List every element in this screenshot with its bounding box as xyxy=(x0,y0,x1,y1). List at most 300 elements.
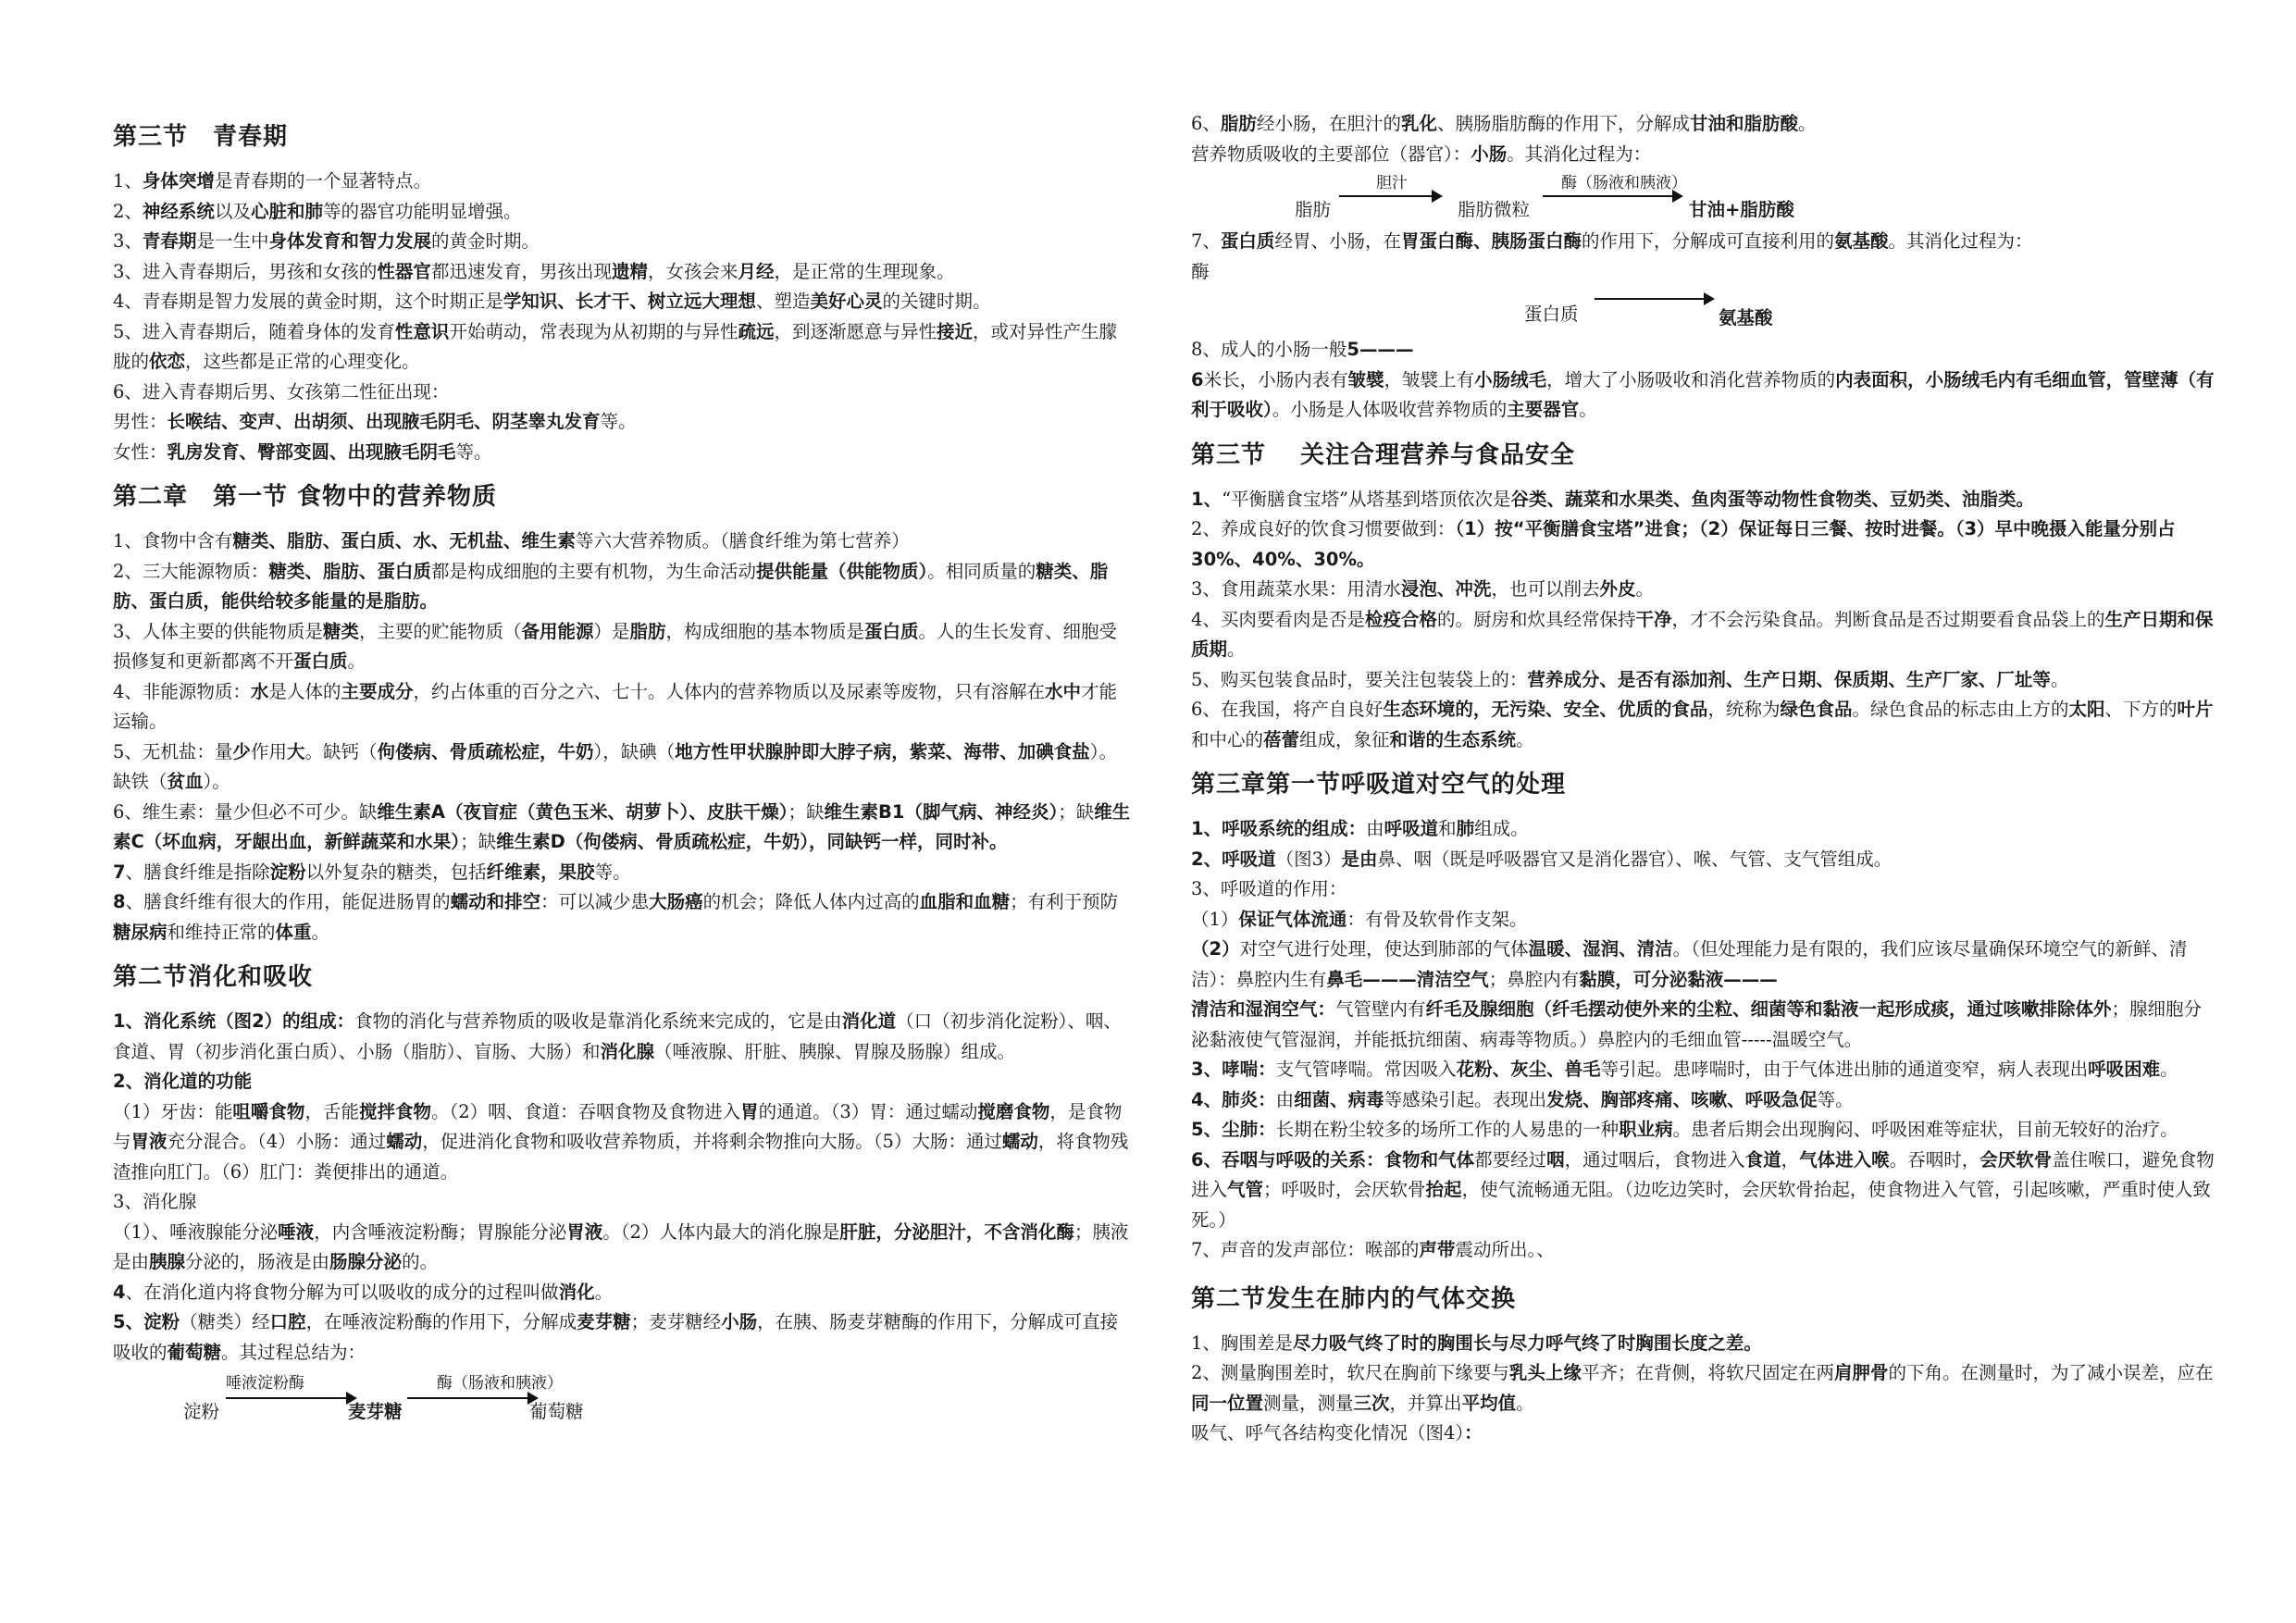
bold-text: 鼻毛———清洁空气 xyxy=(1326,968,1489,990)
text: 4、买肉要看肉是否是 xyxy=(1191,608,1365,630)
paragraph-line xyxy=(1191,845,2218,875)
text: 是人体的 xyxy=(268,680,341,702)
bold-text: 发烧、胸部疼痛、咳嗽、呼吸急促 xyxy=(1546,1088,1818,1110)
flow-node-starch: 淀粉 xyxy=(183,1401,220,1422)
bold-text: 小肠 xyxy=(1471,142,1508,165)
bold-text: 会厌软骨 xyxy=(1980,1148,2053,1171)
small-intestine-text xyxy=(1191,335,2218,426)
text: 6、维生素：量少但必不可少。缺 xyxy=(113,800,378,823)
text: ， xyxy=(1781,1148,1800,1171)
text: （1） xyxy=(1191,908,1239,930)
text: 。患者后期会出现胸闷、呼吸困难等症状，目前无较好的治疗。 xyxy=(1672,1119,2178,1140)
protein-digestion-text xyxy=(1191,227,2218,287)
paragraph-line xyxy=(1191,935,2218,995)
paragraph-line xyxy=(113,858,1131,888)
bold-text: 2、呼吸道 xyxy=(1191,848,1276,870)
bold-text: 糖尿病 xyxy=(113,921,168,943)
text: ，这些都是正常的心理变化。 xyxy=(185,351,420,372)
bold-text: 肺 xyxy=(1456,818,1475,839)
text: ，是正常的生理现象。 xyxy=(774,260,955,282)
text: 。（2）咽、食道：吞咽食物及食物进入 xyxy=(430,1100,741,1122)
paragraph-line xyxy=(113,1097,1131,1188)
text: ，到逐渐愿意与异性 xyxy=(774,320,937,342)
text: 3、人体主要的供能物质是 xyxy=(113,620,323,642)
bold-text: 和谐的生态系统 xyxy=(1389,728,1517,750)
section-body-digestion xyxy=(113,1007,1131,1368)
paragraph-line xyxy=(1191,905,2218,935)
flow-label-enzyme: 酶（肠液和胰液） xyxy=(437,1374,563,1393)
text: 7、声音的发声部位：喉部的 xyxy=(1191,1239,1420,1260)
text: 1、胸围差是 xyxy=(1191,1332,1293,1354)
text: ，在唾液淀粉酶的作用下，分解成 xyxy=(305,1311,577,1332)
text: ，约占体重的百分之六、七十。人体内的营养物质以及尿素等废物，只有溶解在 xyxy=(413,680,1045,702)
bold-text: 维生素C（坏血病，牙龈出血，新鲜蔬菜和水果） xyxy=(113,800,1131,852)
paragraph-line xyxy=(1191,1085,2218,1116)
paragraph-line xyxy=(113,438,1131,468)
paragraph-line xyxy=(113,1007,1131,1067)
paragraph-line xyxy=(113,1187,1131,1218)
text: ，统称为 xyxy=(1707,699,1781,720)
text: 2、三大能源物质： xyxy=(113,560,269,582)
paragraph-line xyxy=(1191,695,2218,755)
paragraph-line xyxy=(1191,665,2218,696)
bold-text: 提供能量（供能物质） xyxy=(755,560,928,582)
bold-text: 1、消化系统（图2）的组成： xyxy=(113,1010,355,1032)
bold-text: 主要成分 xyxy=(341,680,414,702)
bold-text: 甘油和脂肪酸 xyxy=(1689,113,1798,134)
bold-text: 胃 xyxy=(740,1100,759,1122)
bold-text: 搅磨食物 xyxy=(977,1100,1050,1122)
bold-text: 3、哮喘： xyxy=(1191,1059,1276,1080)
bold-text: 保证气体流通 xyxy=(1238,908,1347,930)
text: 的黄金时期。 xyxy=(430,230,540,252)
bold-text: 生态环境的，无污染、安全、优质的食品 xyxy=(1383,699,1708,720)
bold-text: 胃蛋白酶、胰肠蛋白酶 xyxy=(1400,230,1582,252)
bold-text: 6、吞咽与呼吸的关系： xyxy=(1191,1148,1384,1171)
text: 4、青春期是智力发展的黄金时期，这个时期正是 xyxy=(113,291,503,312)
flow-arrow-3 xyxy=(1339,195,1441,197)
paragraph-line xyxy=(113,378,1131,408)
paragraph-line xyxy=(1191,995,2218,1055)
protein-digestion-flow xyxy=(1191,287,2218,335)
bold-text: 呼吸困难 xyxy=(2088,1059,2161,1080)
text: ）是 xyxy=(593,620,630,642)
bold-text: 身体发育和智力发展 xyxy=(268,230,431,252)
bold-text: 小肠绒毛 xyxy=(1474,368,1547,390)
text: 、在消化道内将食物分解为可以吸收的成分的过程叫做 xyxy=(125,1281,559,1303)
bold-text: 蓓蕾 xyxy=(1263,728,1300,750)
paragraph-line xyxy=(113,197,1131,228)
bold-text: 声带 xyxy=(1419,1239,1456,1260)
text: ；缺 xyxy=(788,800,825,823)
text: 气管壁内有 xyxy=(1335,998,1426,1020)
text: 组成。 xyxy=(1474,818,1529,839)
text: 以外复杂的糖类，包括 xyxy=(305,861,487,883)
text: 测量，测量 xyxy=(1263,1392,1354,1414)
bold-text: 4 xyxy=(113,1281,126,1303)
flow-node-glucose: 葡萄糖 xyxy=(529,1401,584,1422)
text: ，舌能 xyxy=(304,1100,359,1122)
bold-text: 大肠癌 xyxy=(649,891,703,912)
text: （1）牙齿：能 xyxy=(113,1100,233,1122)
bold-text: 生产日期和保质期 xyxy=(1191,608,2214,660)
flow-arrow-4 xyxy=(1543,195,1682,197)
bold-text: （2） xyxy=(1191,938,1240,960)
text: ；缺 xyxy=(460,831,497,852)
text: ）。 xyxy=(203,771,230,792)
bold-text: 三次 xyxy=(1353,1392,1390,1414)
paragraph-line xyxy=(1191,257,2218,288)
bold-text: 消化腺 xyxy=(600,1040,655,1062)
bold-text: 黏膜，可分泌黏液——— xyxy=(1579,968,1778,990)
text: ，使气流畅通无阻。（边吃边笑时，会厌软骨抬起，使食物进入气管，引起咳嗽，严重时使人致死。） xyxy=(1191,1179,2211,1231)
text: 都是构成细胞的主要有机物，为生命活动 xyxy=(430,560,756,582)
bold-text: 谷类、蔬菜和水果类、鱼肉蛋等动物性食物类、豆奶类、油脂类。 xyxy=(1510,488,2035,510)
bold-text: 1、呼吸系统的组成： xyxy=(1191,818,1367,839)
text: 米长，小肠内表有 xyxy=(1203,368,1348,390)
bold-text: 乳头上缘 xyxy=(1508,1362,1582,1383)
bold-text: 性意识 xyxy=(394,320,450,342)
bold-text: 5、淀粉 xyxy=(113,1311,180,1332)
text: 营养物质吸收的主要部位（器官）： xyxy=(1191,142,1471,165)
paragraph-line xyxy=(1191,814,2218,845)
section-title-puberty: 第三节 青春期 xyxy=(113,123,289,151)
bold-text: 食物和气体 xyxy=(1384,1148,1475,1171)
text: 3、消化腺 xyxy=(113,1191,197,1212)
text: 1、食物中含有 xyxy=(113,530,233,551)
text: 。 xyxy=(594,1281,614,1303)
bold-text: 糖类、脂肪、蛋白质 xyxy=(268,560,431,582)
bold-text: 脂肪 xyxy=(629,620,666,642)
bold-text: 花粉、灰尘、兽毛 xyxy=(1456,1059,1601,1080)
bold-text: 口腔 xyxy=(269,1311,306,1332)
bold-text: 气管 xyxy=(1227,1179,1264,1200)
bold-text: 2、消化道的功能 xyxy=(113,1071,253,1092)
text: （1）、唾液腺能分泌 xyxy=(113,1220,279,1243)
text: 。其消化过程为： xyxy=(1507,142,1652,165)
text: 1、 xyxy=(113,170,143,192)
text: 等。 xyxy=(600,411,637,432)
paragraph-line xyxy=(113,1307,1131,1368)
bold-text: 蛋白质 xyxy=(1220,230,1275,252)
text: 等。 xyxy=(455,440,492,463)
bold-text: 咀嚼食物 xyxy=(232,1100,305,1122)
paragraph-line xyxy=(1191,140,2218,170)
text: 、膳食纤维有很大的作用，能促进肠胃的 xyxy=(125,891,451,912)
text: 。 xyxy=(1516,728,1534,750)
paragraph-line xyxy=(1191,227,2218,257)
text: 5、进入青春期后，随着身体的发育 xyxy=(113,320,395,342)
section-body-respiratory-tract xyxy=(1191,814,2218,1266)
text: 7、 xyxy=(1191,230,1221,252)
bold-text: 心脏和肺 xyxy=(250,200,323,222)
flow-label-bile: 胆汁 xyxy=(1376,174,1408,192)
text: ；缺 xyxy=(1058,800,1095,823)
bold-text: 是由 xyxy=(1341,848,1378,870)
bold-text: 7 xyxy=(113,861,126,883)
text: 长期在粉尘较多的场所工作的人易患的一种 xyxy=(1275,1119,1620,1140)
bold-text: 搅拌食物 xyxy=(358,1100,431,1122)
text: 。人的生长发育、细胞受损修复和更新都离不开 xyxy=(113,620,1118,672)
text: 。 xyxy=(1227,638,1246,660)
text: 。 xyxy=(311,921,330,943)
bold-text: 乳房发育、臀部变圆、出现腋毛阴毛 xyxy=(167,440,456,463)
bold-text: 营养成分、是否有添加剂、生产日期、保质期、生产厂家、厂址等 xyxy=(1527,668,2051,690)
text: 。其过程总结为： xyxy=(221,1341,366,1363)
bold-text: 咽 xyxy=(1546,1148,1565,1171)
bold-text: 叶片 xyxy=(2177,699,2214,720)
bold-text: 皱襞 xyxy=(1347,368,1384,390)
bold-text: （1）按“平衡膳食宝塔”进食；（2）保证每日三餐、按时进餐。（3）早中晚摄入能量分别占30%、40%、30%。 xyxy=(1191,518,2176,570)
text: 等引起。患哮喘时，由于气体进出肺的通道变窄，病人表现出 xyxy=(1600,1059,2089,1080)
bold-text: 贫血 xyxy=(167,771,204,792)
bold-text: 遗精 xyxy=(611,260,648,282)
text: 2、养成良好的饮食习惯要做到： xyxy=(1191,518,1456,539)
text: 是一生中 xyxy=(196,230,269,252)
section-body-nutrients xyxy=(113,527,1131,948)
text: 的。 xyxy=(402,1251,439,1272)
paragraph-line xyxy=(113,317,1131,378)
bold-text: 学知识、长才干、树立远大理想 xyxy=(503,291,756,312)
flow-node-fat: 脂肪 xyxy=(1295,199,1332,220)
bold-text: 葡萄糖 xyxy=(167,1341,222,1363)
bold-text: ： xyxy=(1464,1422,1483,1443)
text: 6、进入青春期后男、女孩第二性征出现： xyxy=(113,380,450,403)
text: ；胰液是由 xyxy=(113,1220,1129,1272)
bold-text: 维生素B1（脚气病、神经炎） xyxy=(824,800,1059,823)
text: 。缺钙（ xyxy=(304,740,378,762)
bold-text: 糖类、脂肪、蛋白质，能供给较多能量的是脂肪。 xyxy=(113,560,1109,612)
text: 的。厨房和炊具经常保持 xyxy=(1436,608,1636,630)
bold-text: 浸泡、冲洗 xyxy=(1400,578,1492,600)
bold-text: 身体突增 xyxy=(142,170,215,192)
bold-text: 血脂和血糖 xyxy=(919,891,1011,912)
bold-text: 氨基酸 xyxy=(1833,230,1889,252)
text: 、膳食纤维是指除 xyxy=(125,861,270,883)
bold-text: 纤维素，果胶 xyxy=(486,861,595,883)
text: 作用 xyxy=(250,740,287,762)
bold-text: 接近 xyxy=(936,320,973,342)
paragraph-line xyxy=(113,798,1131,858)
bold-text: 内表面积，小肠绒毛内有毛细血管，管壁薄（有利于吸收） xyxy=(1191,368,2215,420)
text: 2、 xyxy=(113,200,143,222)
bold-text: 清洁和湿润空气： xyxy=(1191,998,1336,1020)
text: ，增大了小肠吸收和消化营养物质的 xyxy=(1546,368,1836,390)
left-column xyxy=(113,109,1131,1431)
text: 6、在我国，将产自良好 xyxy=(1191,699,1384,720)
flow-node-protein: 蛋白质 xyxy=(1524,304,1579,325)
paragraph-line xyxy=(113,407,1131,438)
section-body-gas-exchange xyxy=(1191,1329,2218,1449)
text: 。其消化过程为： xyxy=(1888,230,2033,252)
bold-text: 8 xyxy=(113,891,126,912)
text: 。 xyxy=(1516,1392,1534,1414)
text: 平齐；在背侧，将软尺固定在两 xyxy=(1581,1362,1834,1383)
text: 。 xyxy=(2160,1059,2178,1080)
text: （唾液腺、肝脏、胰腺、胃腺及肠腺）组成。 xyxy=(654,1040,1016,1062)
flow-arrow-5 xyxy=(1595,298,1713,300)
bold-text: 蠕动 xyxy=(386,1131,423,1152)
text: 都迅速发育，男孩出现 xyxy=(430,260,612,282)
text: 等的器官功能明显增强。 xyxy=(322,200,522,222)
section-title-gas-exchange: 第二节发生在肺内的气体交换 xyxy=(1191,1284,1517,1313)
bold-text: 长喉结、变声、出胡须、出现腋毛阴毛、阴茎睾丸发育 xyxy=(167,411,601,432)
text: 经小肠，在胆汁的 xyxy=(1256,113,1401,134)
paragraph-line xyxy=(113,257,1131,288)
text: ，皱襞上有 xyxy=(1384,368,1475,390)
text: 。吞咽时， xyxy=(1889,1148,1980,1171)
text: 和维持正常的 xyxy=(167,921,276,943)
text: ，并算出 xyxy=(1389,1392,1462,1414)
section-title-respiratory-tract: 第三章第一节呼吸道对空气的处理 xyxy=(1191,771,1567,799)
text: 和 xyxy=(1438,818,1457,839)
paragraph-line xyxy=(1191,514,2218,575)
bold-text: 尽力吸气终了时的胸围长与尽力呼气终了时胸围长度之差。 xyxy=(1292,1332,1762,1354)
bold-text: 维生素A（夜盲症（黄色玉米、胡萝卜）、皮肤干燥） xyxy=(377,800,788,823)
text: ，促进消化食物和吸收营养物质，并将剩余物推向大肠。（5）大肠：通过 xyxy=(422,1131,1002,1152)
paragraph-line xyxy=(113,737,1131,798)
bold-text: 少 xyxy=(232,740,251,762)
bold-text: 糖类、脂肪、蛋白质、水、无机盐、维生素 xyxy=(232,530,576,551)
paragraph-line xyxy=(1191,1419,2218,1449)
bold-text: 太阳 xyxy=(2068,699,2105,720)
text: 5、无机盐：量 xyxy=(113,740,233,762)
text: ，将食物残渣推向肛门。（6）肛门：粪便排出的通道。 xyxy=(113,1131,1129,1183)
text: ，是食物与 xyxy=(113,1100,1123,1152)
text: 女性： xyxy=(113,440,168,463)
fat-digestion-flow xyxy=(1191,169,2218,227)
text: 。 xyxy=(347,650,366,672)
text: 男性： xyxy=(113,411,168,432)
bold-text: 肠腺分泌 xyxy=(329,1251,403,1272)
text: 。 xyxy=(2050,668,2069,690)
bold-text: 气体进入喉 xyxy=(1799,1148,1890,1171)
bold-text: 肝脏，分泌胆汁，不含消化酶 xyxy=(839,1220,1074,1243)
bold-text: 大 xyxy=(286,740,305,762)
text: 和中心的 xyxy=(1191,728,1264,750)
bold-text: 胃液 xyxy=(566,1220,603,1243)
text: 震动所出。、 xyxy=(1455,1239,1555,1260)
text: ；呼吸时，会厌软骨 xyxy=(1263,1179,1426,1200)
bold-text: 体重 xyxy=(275,921,312,943)
bold-text: 温暖、湿润、清洁 xyxy=(1528,938,1673,960)
section-title-nutrients: 第二章 第一节 食物中的营养物质 xyxy=(113,483,498,511)
bold-text: 蠕动 xyxy=(1001,1131,1038,1152)
paragraph-line xyxy=(113,887,1131,948)
paragraph-line xyxy=(1191,109,2218,140)
text: 是青春期的一个显著特点。 xyxy=(214,170,431,192)
paragraph-line xyxy=(1191,1055,2218,1085)
bold-text: 美好心灵 xyxy=(810,291,883,312)
section-body-nutrition-safety xyxy=(1191,485,2218,756)
section-body-puberty xyxy=(113,167,1131,467)
text: 以及 xyxy=(214,200,251,222)
text: “平衡膳食宝塔”从塔基到塔顶依次是 xyxy=(1222,488,1511,510)
text: 等感染引起。表现出 xyxy=(1384,1088,1547,1110)
text: （图3） xyxy=(1275,848,1342,870)
paragraph-line xyxy=(113,617,1131,677)
bold-text: 青春期 xyxy=(142,230,197,252)
bold-text: 佝偻病、骨质疏松症，牛奶 xyxy=(377,740,594,762)
text: 5、购买包装食品时，要关注包装袋上的： xyxy=(1191,668,1528,690)
bold-text: 肩胛骨 xyxy=(1833,1362,1889,1383)
paragraph-line xyxy=(1191,1235,2218,1266)
text: ，通过咽后，食物进入 xyxy=(1564,1148,1745,1171)
text: ；麦芽糖经 xyxy=(630,1311,722,1332)
bold-text: 依恋 xyxy=(149,351,186,372)
bold-text: 蛋白质 xyxy=(864,620,919,642)
text: 的作用下，分解成可直接利用的 xyxy=(1581,230,1834,252)
bold-text: 细菌、病毒 xyxy=(1294,1088,1384,1110)
flow-node-amino-acid: 氨基酸 xyxy=(1719,307,1773,328)
text: 盖住喉口，避免食物进入 xyxy=(1191,1148,2215,1200)
text: 、塑造 xyxy=(755,291,811,312)
paragraph-line xyxy=(1191,1329,2218,1359)
bold-text: 职业病 xyxy=(1619,1119,1673,1140)
bold-text: 5、尘肺： xyxy=(1191,1119,1276,1140)
bold-text: 水中 xyxy=(1044,680,1081,702)
text: ；腺细胞分泌黏液使气管湿润，并能抵抗细菌、病毒等物质。）鼻腔内的毛细血管-----温暖空气。 xyxy=(1191,998,2203,1050)
text: 的机会；降低人体内过高的 xyxy=(702,891,920,912)
bold-text: 外皮 xyxy=(1599,578,1636,600)
text: 。 xyxy=(1635,578,1654,600)
text: ，内含唾液淀粉酶；胃腺能分泌 xyxy=(314,1220,567,1243)
bold-text: 消化道 xyxy=(841,1010,897,1032)
bold-text: 淀粉 xyxy=(269,861,306,883)
paragraph-line xyxy=(1191,1358,2218,1419)
flow-node-maltose: 麦芽糖 xyxy=(348,1401,403,1422)
paragraph-line xyxy=(113,557,1131,617)
text: 。 xyxy=(1579,399,1597,420)
text: 8、成人的小肠一般 xyxy=(1191,339,1347,360)
text: 3、进入青春期后，男孩和女孩的 xyxy=(113,260,378,282)
bold-text: 地方性甲状腺肿即大脖子病，紫菜、海带、加碘食盐 xyxy=(675,740,1090,762)
paragraph-line xyxy=(113,1218,1131,1278)
text: ：有骨及软骨作支架。 xyxy=(1347,908,1528,930)
text: 都要经过 xyxy=(1474,1148,1547,1171)
text: 支气管哮喘。常因吸入 xyxy=(1275,1059,1457,1080)
paragraph-line xyxy=(1191,575,2218,605)
bold-text: 检疫合格 xyxy=(1364,608,1437,630)
bold-text: 5——— xyxy=(1347,339,1414,360)
paragraph-line xyxy=(113,1278,1131,1308)
text: 酶 xyxy=(1191,260,1210,282)
text: 充分混合。（4）小肠：通过 xyxy=(167,1131,387,1152)
text: 才能运输。 xyxy=(113,680,1118,732)
bold-text: 6 xyxy=(1191,368,1204,390)
text: ；有利于预防 xyxy=(1010,891,1119,912)
bold-text: 主要器官 xyxy=(1507,399,1580,420)
section-title-digestion: 第二节消化和吸收 xyxy=(113,963,314,991)
bold-text: 绿色食品 xyxy=(1780,699,1853,720)
bold-text: 小肠 xyxy=(721,1311,758,1332)
text: ，也可以削去 xyxy=(1491,578,1600,600)
bold-text: 纤毛及腺细胞（纤毛摆动使外来的尘粒、细菌等和黏液一起形成痰，通过咳嗽排除体外 xyxy=(1425,998,2112,1020)
text: 由 xyxy=(1275,1088,1295,1110)
text: 食物的消化与营养物质的吸收是靠消化系统来完成的，它是由 xyxy=(354,1010,842,1032)
bold-text: 乳化 xyxy=(1400,113,1437,134)
text: ；鼻腔内有 xyxy=(1488,968,1580,990)
text: ：可以减少患 xyxy=(540,891,650,912)
bold-text: 脂肪 xyxy=(1220,113,1257,134)
paragraph-line xyxy=(1191,335,2218,365)
bold-text: 性器官 xyxy=(377,260,431,282)
text: ）。缺铁（ xyxy=(113,740,1118,792)
flow-label-saliva-enzyme: 唾液淀粉酶 xyxy=(226,1374,304,1393)
text: 的关键时期。 xyxy=(882,291,991,312)
text: （口（初步消化淀粉）、咽、食道、胃（初步消化蛋白质）、小肠（脂肪）、盲肠、大肠）和 xyxy=(113,1010,1122,1062)
text: 等六大营养物质。（膳食纤维为第七营养） xyxy=(575,530,910,551)
